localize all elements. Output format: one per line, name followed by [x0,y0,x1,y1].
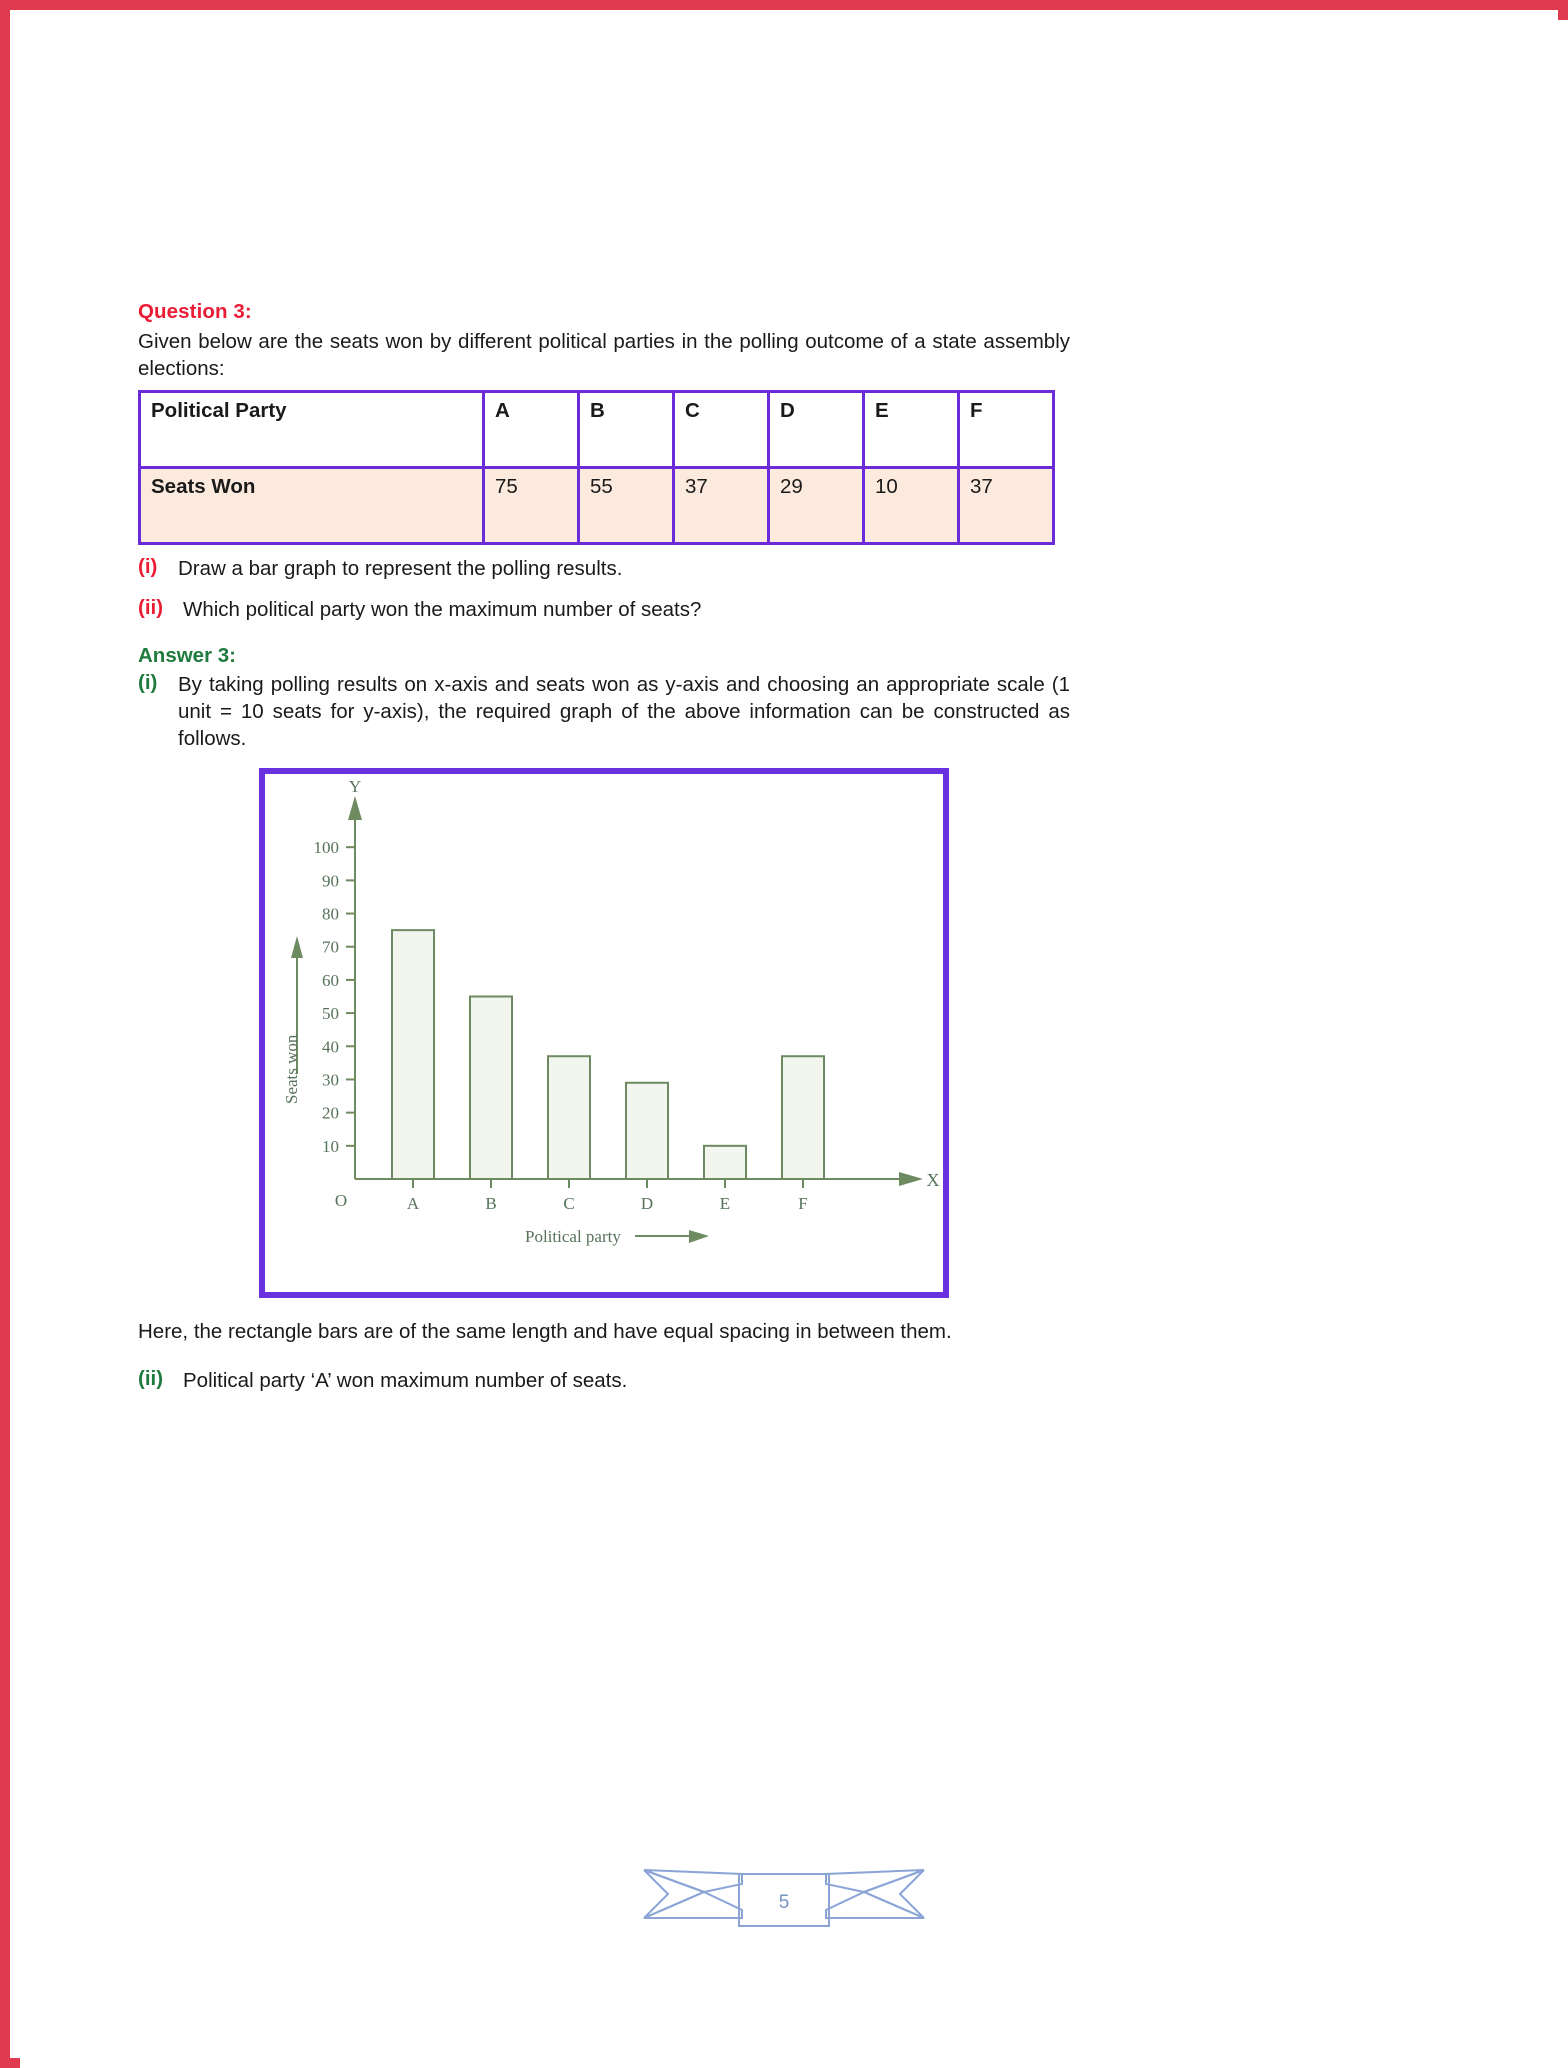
bar-chart-frame [259,768,949,1298]
answer-note: Here, the rectangle bars are of the same length and have equal spacing in between them. [138,1320,952,1344]
question-part-i-text: Draw a bar graph to represent the polling results. [178,557,623,581]
question-part-ii-text: Which political party won the maximum number of seats? [183,598,702,622]
table-row-header [140,392,1054,468]
bar-b [470,997,512,1180]
x-axis-arrow-icon [899,1172,923,1186]
seats-table [138,390,1055,545]
table-header-d: D [769,392,864,468]
x-tick-label-e: E [719,1194,731,1214]
bar-a [392,930,434,1179]
table-header-a: A [484,392,579,468]
question-heading: Question 3: [138,300,252,323]
y-tick-label: 30 [322,1070,339,1090]
page-number: 5 [778,1892,790,1913]
table-cell-c: 37 [674,468,769,544]
question-part-ii [138,596,1070,623]
table-cell-b: 55 [579,468,674,544]
y-tick-label: 40 [322,1037,339,1057]
x-tick-label-d: D [640,1194,654,1214]
answer-part-i-text: By taking polling results on x-axis and seats won as y-axis and choosing an appropriate scale (1 unit = 10 seats for y-axis), the required graph of the above information can be constructed as follows. [178,672,1070,751]
answer-part-i [138,671,1070,753]
y-tick-label: 10 [322,1137,339,1157]
y-tick-label: 50 [322,1004,339,1024]
x-tick-group [407,1179,808,1213]
x-axis-name: X [926,1170,940,1191]
y-tick-label: 60 [322,971,339,991]
y-axis-name: Y [348,777,362,797]
x-axis-label: Political party [525,1227,621,1247]
table-header-e: E [864,392,959,468]
y-tick-group [314,839,356,1157]
bar-d [626,1083,668,1179]
x-tick-label-a: A [406,1194,420,1214]
y-tick-label: 90 [322,871,339,891]
answer-heading: Answer 3: [138,643,236,667]
answer-part-ii-marker: (ii) [138,1367,164,1391]
table-row-label-seats-won: Seats Won [140,468,484,544]
table-cell-f: 37 [959,468,1054,544]
y-tick-label: 80 [322,904,339,924]
x-tick-label-b: B [485,1194,497,1214]
bar-chart-container [138,768,1070,1298]
question-part-i-marker: (i) [138,555,158,579]
y-tick-label: 20 [322,1103,339,1123]
y-tick-label: 70 [322,938,339,958]
table-header-f: F [959,392,1054,468]
answer-part-ii [138,1367,1070,1394]
x-tick-label-f: F [798,1194,808,1214]
table-cell-e: 10 [864,468,959,544]
bar-e [704,1146,746,1179]
table-header-c: C [674,392,769,468]
x-tick-label-c: C [563,1194,575,1214]
question-part-i [138,555,1070,582]
table-cell-d: 29 [769,468,864,544]
table-header-b: B [579,392,674,468]
bar-c [548,1057,590,1180]
table-header-political-party: Political Party [140,392,484,468]
bar-f [782,1057,824,1180]
answer-part-ii-text: Political party ‘A’ won maximum number of seats. [183,1369,628,1393]
question-prompt: Given below are the seats won by different political parties in the polling outcome of a state assembly elections: [138,330,1070,381]
page-number-ribbon-icon [634,1860,934,1950]
table-cell-a: 75 [484,468,579,544]
y-axis-arrow-icon [348,796,362,820]
document-content [138,300,1070,1395]
origin-label: O [334,1191,348,1211]
y-tick-label: 100 [313,838,339,858]
answer-part-i-marker: (i) [138,670,158,694]
y-axis-label: Seats won [282,1034,301,1105]
bar-chart [265,774,943,1292]
page-footer [0,1860,1568,1950]
bar-group [392,930,824,1179]
question-part-ii-marker: (ii) [138,596,164,620]
x-caption-arrow-icon [635,1230,709,1243]
table-row [140,468,1054,544]
